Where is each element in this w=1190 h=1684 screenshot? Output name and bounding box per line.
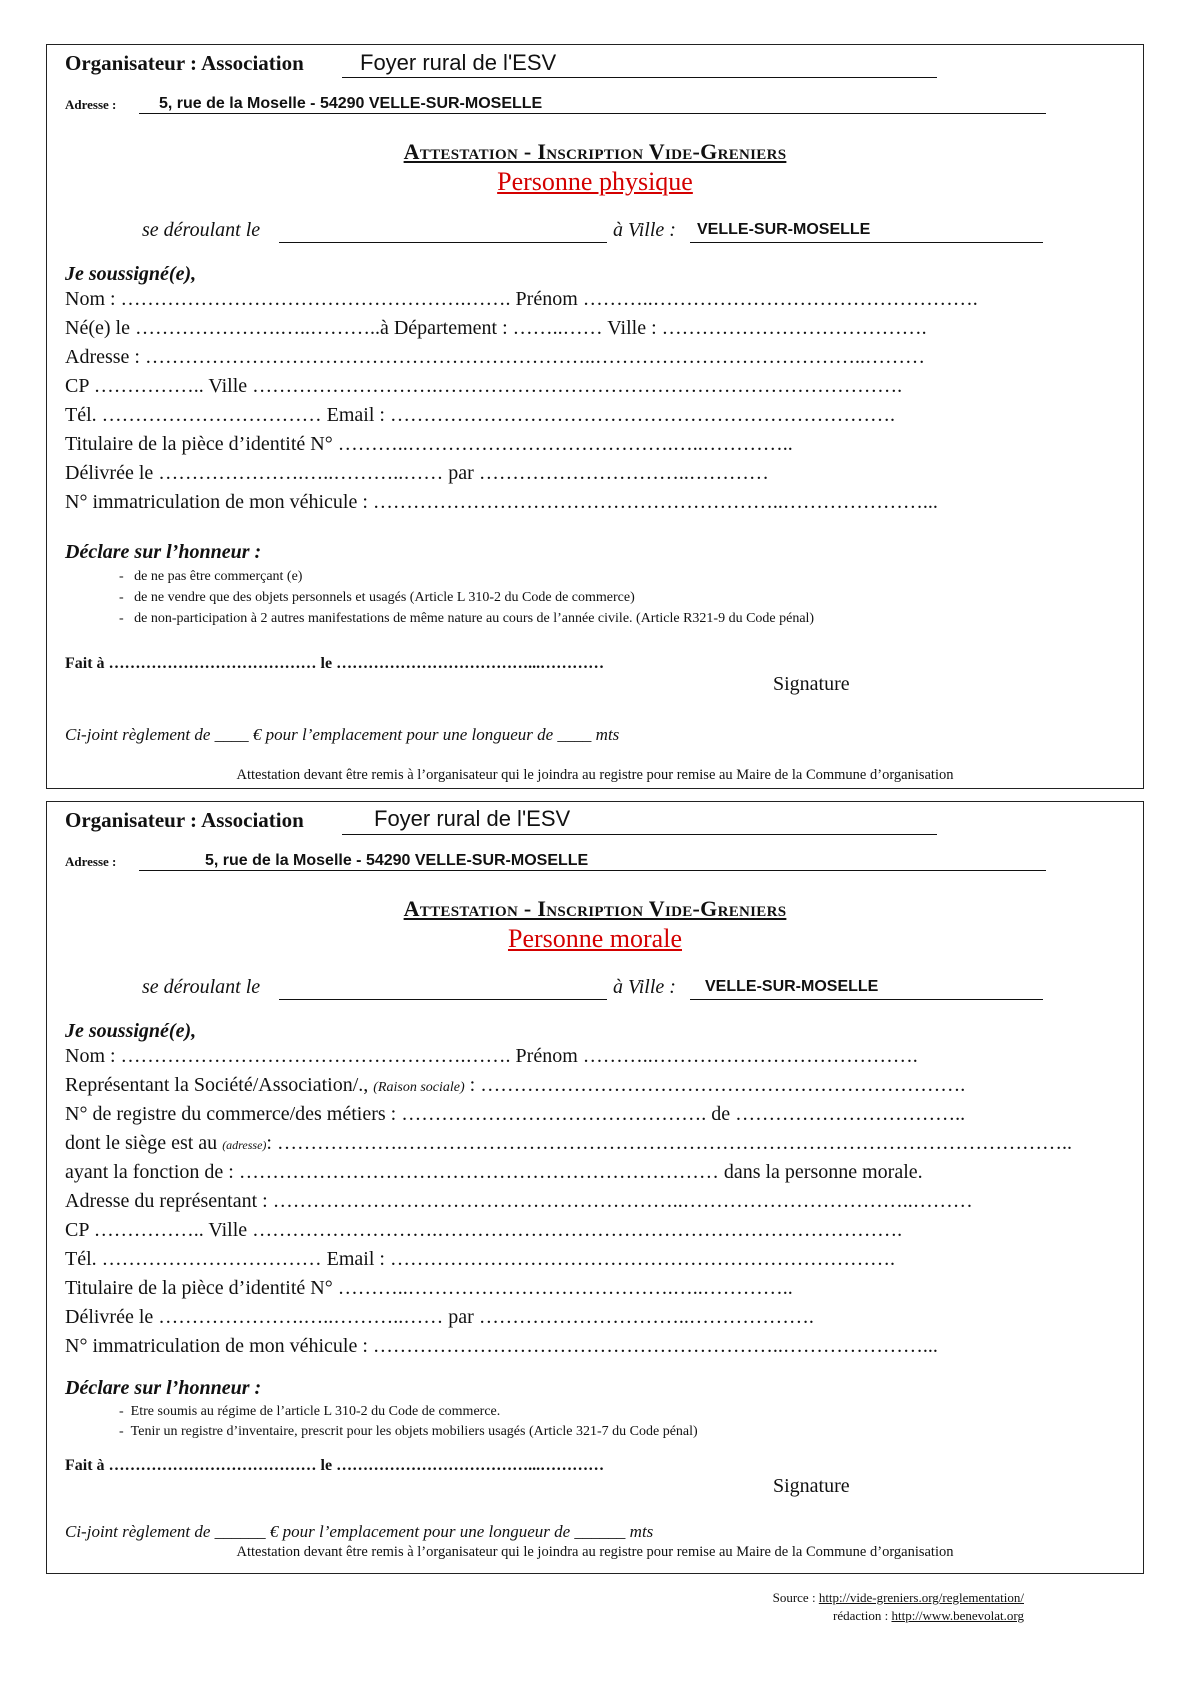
immatriculation-line: N° immatriculation de mon véhicule : ……………………………………………………..…………………... [65, 491, 938, 513]
ville-label: à Ville : [613, 976, 676, 998]
redaction-line: rédaction : http://www.benevolat.org [833, 1608, 1024, 1623]
form-title: Attestation - Inscription Vide-Greniers [403, 896, 787, 921]
soussigne-label: Je soussigné(e), [65, 263, 197, 285]
representant-line: Représentant la Société/Association/., (Raison sociale) : ………………………………………………………………. [65, 1074, 966, 1096]
attestation-footer: Attestation devant être remis à l’organisateur qui le joindra au registre pour remise au Maire de la Commune d’organisation [236, 1544, 954, 1560]
cijoint-line: Ci-joint règlement de ____ € pour l’emplacement pour une longueur de ____ mts [65, 725, 620, 744]
adresse-value: 5, rue de la Moselle - 54290 VELLE-SUR-MOSELLE [205, 852, 589, 869]
adresse-field-line: Adresse : …………………………………………………………..…………………………………..……… [65, 346, 925, 368]
association-name: Foyer rural de l'ESV [360, 50, 557, 75]
adresse-label: Adresse : [65, 854, 117, 869]
piece-identite-line: Titulaire de la pièce d’identité N° ………..………………………………….…..………….. [65, 433, 793, 455]
adresse-label: Adresse : [65, 97, 117, 112]
form-personne-morale [46, 801, 1144, 1574]
form-title: Attestation - Inscription Vide-Greniers [403, 139, 787, 164]
signature-label: Signature [773, 1475, 850, 1497]
fonction-line: ayant la fonction de : ……………………………………………………………… dans la personne morale. [65, 1161, 923, 1183]
nom-prenom-line: Nom : …………………………………………….……. Prénom ………..…………………………………………. [65, 288, 978, 310]
source-link[interactable]: http://vide-greniers.org/reglementation/ [818, 1590, 1024, 1605]
tel-email-line: Tél. …………………………… Email : …………………………………………………………………. [65, 404, 895, 426]
association-name-line [342, 77, 937, 78]
declare-label: Déclare sur l’honneur : [65, 541, 262, 563]
piece-identite-line: Titulaire de la pièce d’identité N° ………..………………………………….…..………….. [65, 1277, 793, 1299]
ville-line [690, 242, 1043, 243]
redaction-link[interactable]: http://www.benevolat.org [891, 1608, 1024, 1623]
form-personne-physique [46, 44, 1144, 789]
association-name: Foyer rural de l'ESV [374, 806, 571, 831]
adresse-line [139, 113, 1046, 114]
source-line: Source : http://vide-greniers.org/reglementation/ [772, 1590, 1024, 1605]
date-line [279, 999, 607, 1000]
form-subtitle: Personne morale [507, 924, 682, 953]
declaration-item: - de ne vendre que des objets personnels et usagés (Article L 310-2 du Code de commerce) [119, 590, 635, 605]
form-subtitle: Personne physique [497, 167, 693, 196]
soussigne-label: Je soussigné(e), [65, 1020, 197, 1042]
ville-value: VELLE-SUR-MOSELLE [705, 978, 879, 995]
organisateur-label: Organisateur : Association [65, 51, 304, 75]
delivree-line: Délivrée le ………………….…..………..…… par …………………………..………… [65, 462, 769, 484]
ville-label: à Ville : [613, 219, 676, 241]
deroulant-label: se déroulant le [142, 219, 261, 241]
declaration-item: - de ne pas être commerçant (e) [119, 569, 303, 584]
declaration-item: - Etre soumis au régime de l’article L 310-2 du Code de commerce. [119, 1404, 501, 1419]
attestation-footer: Attestation devant être remis à l’organisateur qui le joindra au registre pour remise au Maire de la Commune d’organisation [236, 767, 954, 783]
cp-ville-line: CP …………….. Ville ……………………….……………………………………………………………. [65, 1219, 903, 1241]
tel-email-line: Tél. …………………………… Email : …………………………………………………………………. [65, 1248, 895, 1270]
delivree-line: Délivrée le ………………….…..………..…… par …………………………..………………. [65, 1306, 814, 1328]
naissance-line: Né(e) le ………………….…..………..à Département : ……..…… Ville : …………………………………. [65, 317, 927, 339]
adresse-line [139, 870, 1046, 871]
signature-label: Signature [773, 673, 850, 695]
nom-prenom-line: Nom : …………………………………………….……. Prénom ………..…………………………………. [65, 1045, 918, 1067]
ville-line [690, 999, 1043, 1000]
adresse-value: 5, rue de la Moselle - 54290 VELLE-SUR-MOSELLE [159, 95, 543, 112]
declare-label: Déclare sur l’honneur : [65, 1377, 262, 1399]
siege-line: dont le siège est au (adresse): ……………….……………………………………………………………………………………….. [65, 1132, 1072, 1154]
cp-ville-line: CP …………….. Ville ……………………….……………………………………………………………. [65, 375, 903, 397]
organisateur-label: Organisateur : Association [65, 808, 304, 832]
date-line [279, 242, 607, 243]
cijoint-line: Ci-joint règlement de ______ € pour l’emplacement pour une longueur de ______ mts [65, 1522, 654, 1541]
declaration-item: - Tenir un registre d’inventaire, prescrit pour les objets mobiliers usagés (Article 321-7 du Code pénal) [119, 1424, 698, 1439]
association-name-line [342, 834, 937, 835]
immatriculation-line: N° immatriculation de mon véhicule : ……………………………………………………..…………………... [65, 1335, 938, 1357]
deroulant-label: se déroulant le [142, 976, 261, 998]
fait-a-line: Fait à ………………………………… le ………………………………...………… [65, 1457, 605, 1474]
adresse-representant-line: Adresse du représentant : ……………………………………………………..……………………………..……… [65, 1190, 973, 1212]
ville-value: VELLE-SUR-MOSELLE [697, 221, 871, 238]
declaration-item: - de non-participation à 2 autres manifestations de même nature au cours de l’année civile. (Article R321-9 du Code pénal) [119, 611, 815, 626]
fait-a-line: Fait à ………………………………… le ………………………………...………… [65, 655, 605, 672]
registre-commerce-line: N° de registre du commerce/des métiers : ………………………………………. de …………………………….. [65, 1103, 966, 1125]
